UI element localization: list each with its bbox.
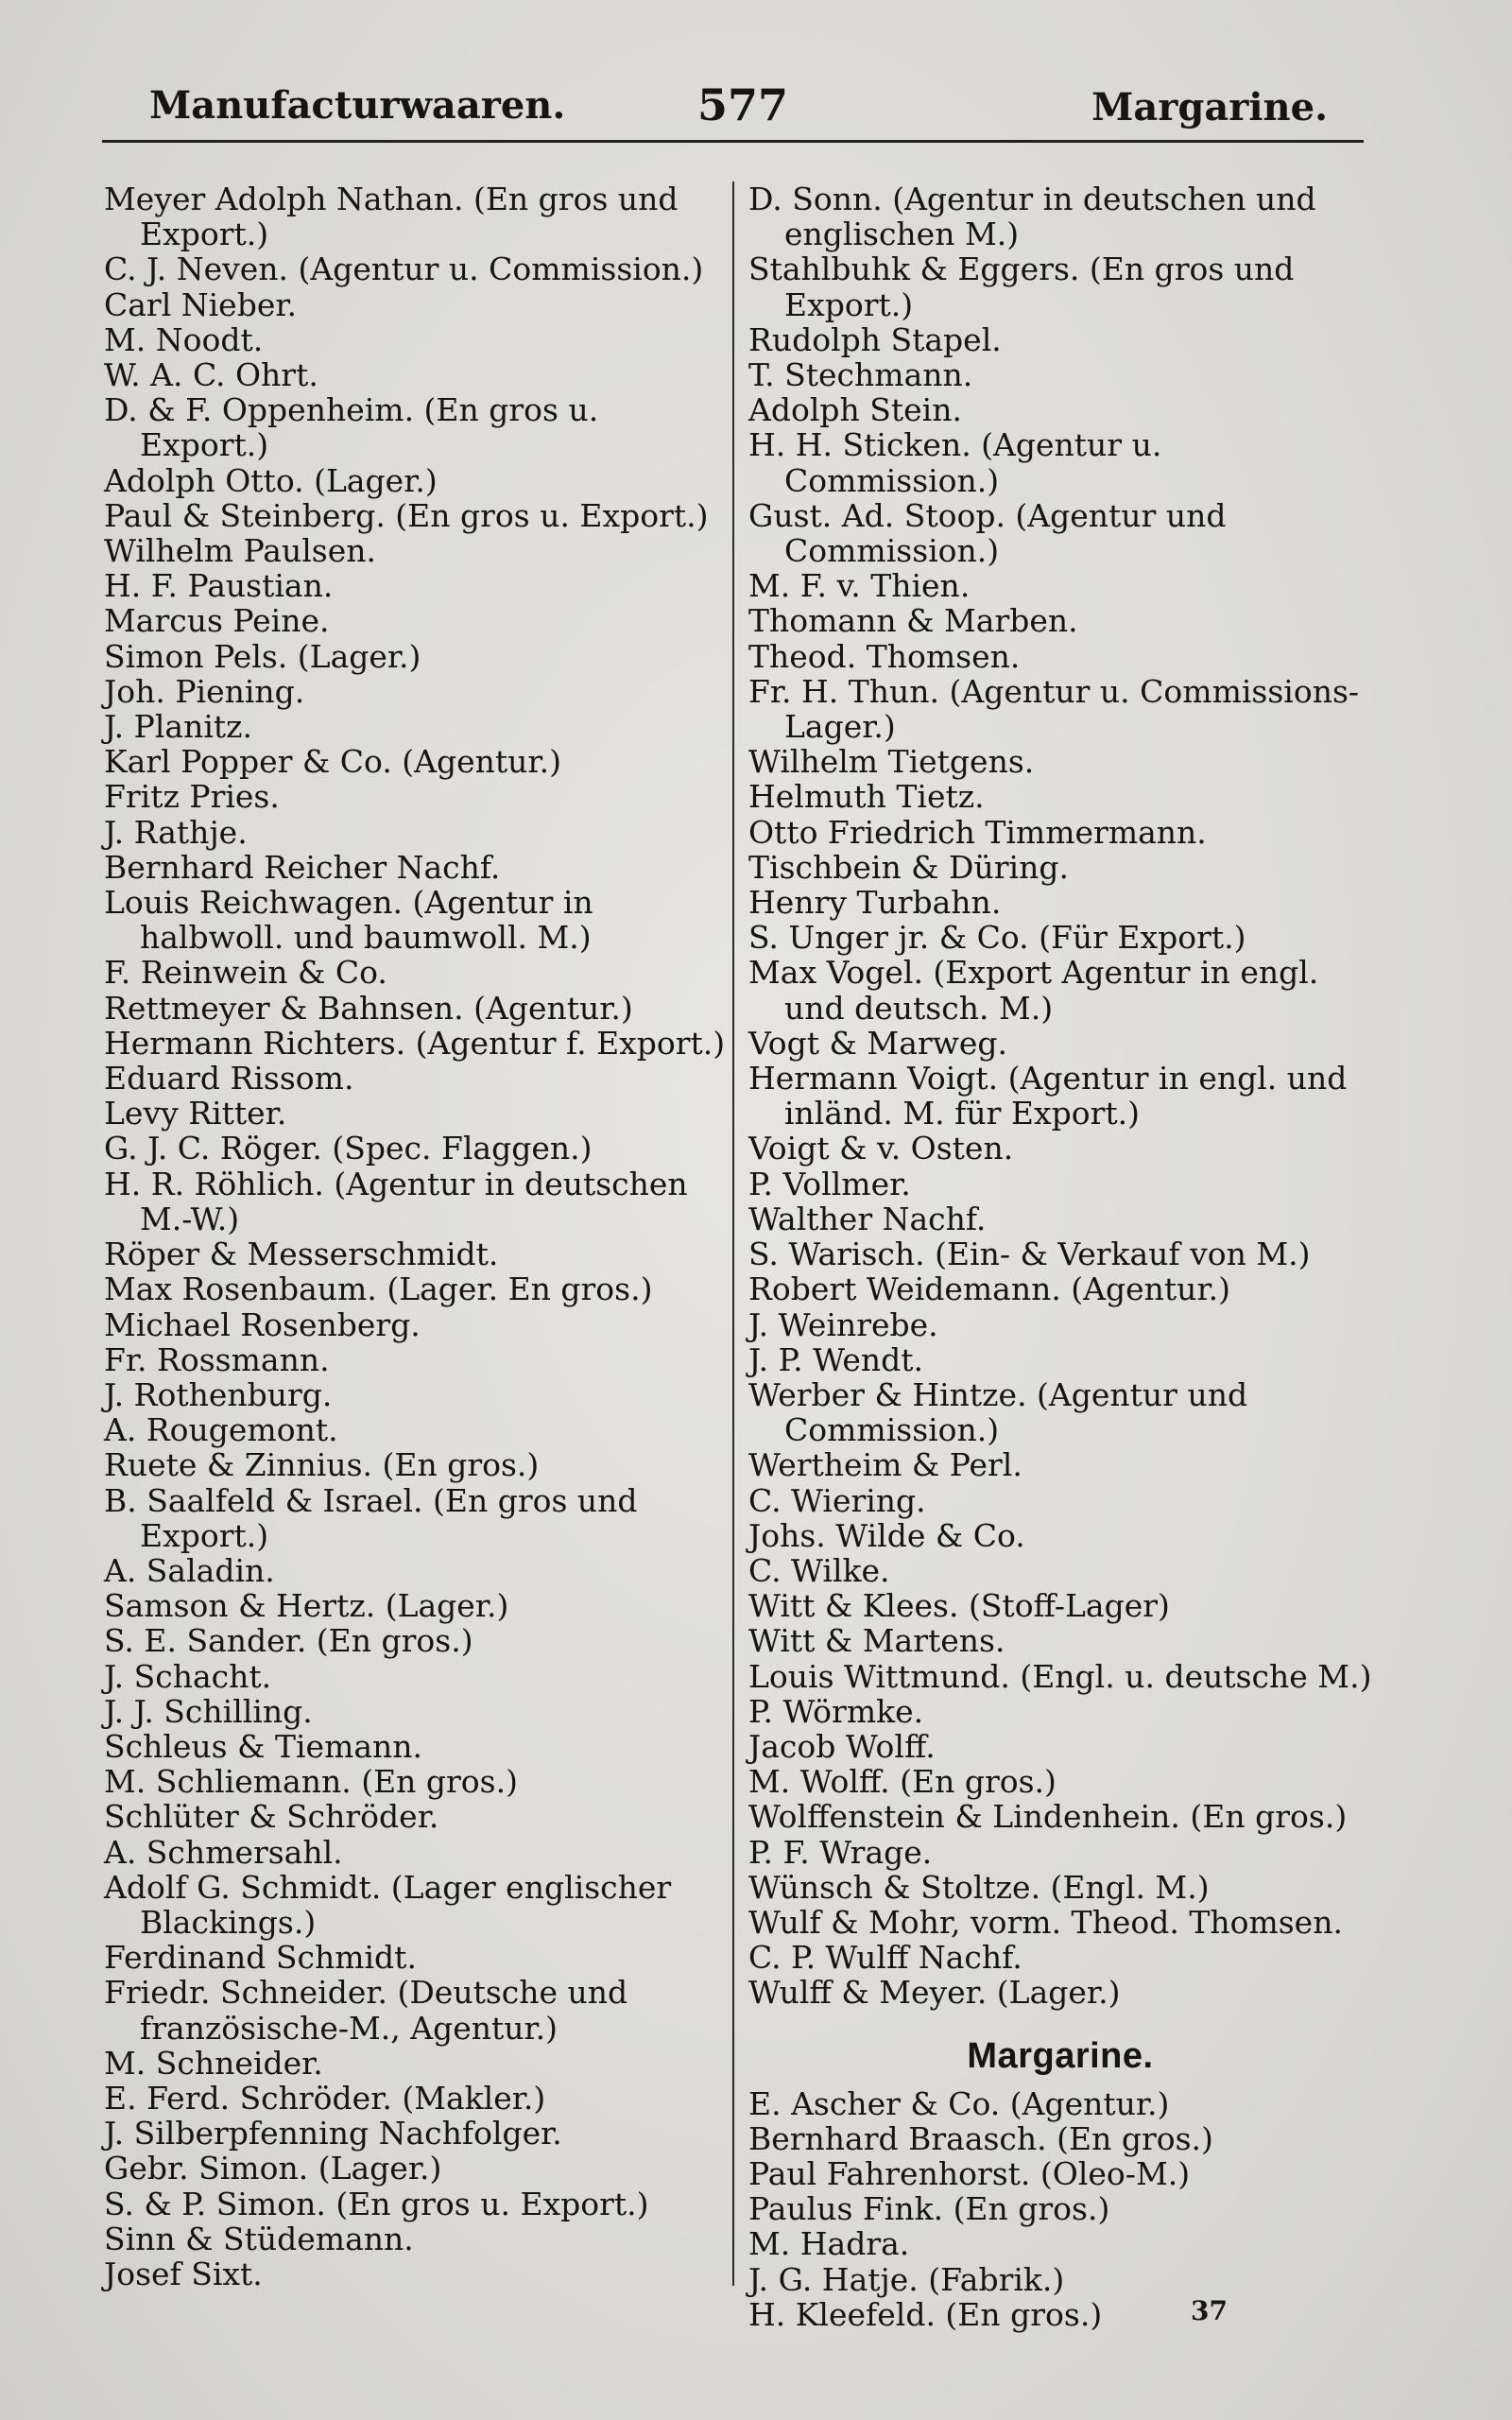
- directory-entry: B. Saalfeld & Israel. (En gros und Export.): [104, 1481, 638, 1554]
- directory-entry: Johs. Wilde & Co.: [748, 1516, 1025, 1554]
- directory-entry: C. Wiering.: [748, 1481, 926, 1519]
- directory-entry: Röper & Messerschmidt.: [104, 1236, 499, 1273]
- directory-entry: Ruete & Zinnius. (En gros.): [104, 1446, 540, 1484]
- directory-entry: Friedr. Schneider. (Deutsche und französische-M., Agentur.): [104, 1974, 628, 2047]
- directory-entry: Adolph Stein.: [748, 391, 962, 429]
- directory-entry: C. Wilke.: [748, 1551, 890, 1589]
- directory-entry: M. Wolff. (En gros.): [748, 1763, 1057, 1801]
- directory-entry: Fr. H. Thun. (Agentur u. Commissions-Lager.): [748, 672, 1360, 746]
- directory-entry: Eduard Rissom.: [104, 1060, 354, 1098]
- directory-entry: Gust. Ad. Stoop. (Agentur und Commission.): [748, 496, 1227, 570]
- directory-entry: Samson & Hertz. (Lager.): [104, 1587, 509, 1625]
- directory-entry: E. Ferd. Schröder. (Makler.): [104, 2079, 546, 2117]
- directory-entry: Wulff & Meyer. (Lager.): [748, 1974, 1121, 2012]
- directory-entry: Stahlbuhk & Eggers. (En gros und Export.): [748, 251, 1295, 323]
- directory-entry: J. Schacht.: [104, 1657, 272, 1695]
- directory-entry: J. P. Wendt.: [748, 1340, 924, 1378]
- directory-entry: Louis Wittmund. (Engl. u. deutsche M.): [748, 1657, 1372, 1695]
- margarine-entries: [748, 2086, 1372, 2332]
- directory-entry: Karl Popper & Co. (Agentur.): [104, 743, 561, 781]
- header-section: Margarine.: [1091, 85, 1328, 130]
- directory-entry: M. Noodt.: [104, 320, 264, 358]
- directory-entry: Wertheim & Perl.: [748, 1446, 1022, 1484]
- directory-entry: C. J. Neven. (Agentur u. Commission.): [104, 251, 704, 288]
- directory-entry: H. H. Sticken. (Agentur u. Commission.): [748, 426, 1162, 499]
- directory-entry: W. A. C. Ohrt.: [104, 356, 318, 394]
- right-column: [748, 182, 1372, 2332]
- directory-entry: Tischbein & Düring.: [748, 848, 1069, 886]
- directory-entry: Thomann & Marben.: [748, 602, 1078, 640]
- directory-entry: Marcus Peine.: [104, 602, 330, 640]
- directory-entry: J. J. Schilling.: [104, 1692, 313, 1730]
- directory-entry: Ferdinand Schmidt.: [104, 1939, 417, 1977]
- page-number: 577: [697, 79, 789, 130]
- directory-entry: Paul & Steinberg. (En gros u. Export.): [104, 496, 709, 534]
- directory-entry: Hermann Richters. (Agentur f. Export.): [104, 1024, 726, 1062]
- directory-entry: Otto Friedrich Timmermann.: [748, 813, 1207, 851]
- directory-entry: C. P. Wulff Nachf.: [748, 1939, 1022, 1977]
- directory-entry: G. J. C. Röger. (Spec. Flaggen.): [104, 1130, 593, 1167]
- directory-entry: A. Saladin.: [104, 1551, 275, 1589]
- directory-entry: Rudolph Stapel.: [748, 320, 1002, 358]
- directory-entry: P. Wörmke.: [748, 1692, 924, 1730]
- directory-entry: Joh. Piening.: [104, 672, 305, 710]
- directory-entry: J. Planitz.: [104, 708, 253, 746]
- directory-entry: Witt & Klees. (Stoff-Lager): [748, 1587, 1170, 1625]
- directory-entry: S. Unger jr. & Co. (Für Export.): [748, 919, 1246, 957]
- directory-entry: H. F. Paustian.: [104, 567, 334, 605]
- directory-entry: Fr. Rossmann.: [104, 1340, 330, 1378]
- right-column-entries: [748, 182, 1372, 2011]
- directory-entry: J. Rothenburg.: [104, 1375, 333, 1413]
- directory-entry: Helmuth Tietz.: [748, 778, 985, 816]
- margarine-entry: Bernhard Braasch. (En gros.): [748, 2119, 1213, 2157]
- directory-entry: S. & P. Simon. (En gros u. Export.): [104, 2185, 649, 2222]
- directory-entry: Gebr. Simon. (Lager.): [104, 2150, 442, 2187]
- column-divider: [732, 182, 734, 2286]
- directory-entry: D. & F. Oppenheim. (En gros u. Export.): [104, 391, 599, 464]
- directory-entry: Adolf G. Schmidt. (Lager englischer Blackings.): [104, 1868, 672, 1941]
- directory-entry: F. Reinwein & Co.: [104, 954, 387, 992]
- directory-entry: Henry Turbahn.: [748, 884, 1002, 922]
- directory-entry: Voigt & v. Osten.: [748, 1130, 1014, 1167]
- header-category: Manufacturwaaren.: [149, 83, 566, 128]
- directory-entry: Max Vogel. (Export Agentur in engl. und deutsch. M.): [748, 954, 1319, 1027]
- margarine-entry: H. Kleefeld. (En gros.): [748, 2295, 1103, 2333]
- directory-entry: Wilhelm Tietgens.: [748, 743, 1035, 781]
- directory-entry: Bernhard Reicher Nachf.: [104, 848, 501, 886]
- directory-entry: Vogt & Marweg.: [748, 1024, 1008, 1062]
- directory-entry: Schleus & Tiemann.: [104, 1727, 423, 1765]
- margarine-entry: M. Hadra.: [748, 2225, 910, 2263]
- directory-entry: J. Weinrebe.: [748, 1305, 938, 1343]
- directory-entry: Louis Reichwagen. (Agentur in halbwoll. und baumwoll. M.): [104, 884, 593, 957]
- directory-entry: Michael Rosenberg.: [104, 1305, 421, 1343]
- directory-entry: Sinn & Stüdemann.: [104, 2220, 414, 2257]
- page-header: [102, 79, 1364, 143]
- margarine-entry: Paul Fahrenhorst. (Oleo-M.): [748, 2154, 1191, 2192]
- directory-entry: Rettmeyer & Bahnsen. (Agentur.): [104, 989, 633, 1027]
- directory-entry: Simon Pels. (Lager.): [104, 637, 421, 675]
- margarine-section-title: Margarine.: [967, 2035, 1154, 2076]
- directory-entry: Wulf & Mohr, vorm. Theod. Thomsen.: [748, 1903, 1343, 1941]
- directory-entry: Wünsch & Stoltze. (Engl. M.): [748, 1868, 1210, 1906]
- directory-entry: J. Silberpfenning Nachfolger.: [104, 2115, 562, 2152]
- directory-entry: Levy Ritter.: [104, 1095, 287, 1132]
- directory-entry: Meyer Adolph Nathan. (En gros und Export.): [104, 181, 679, 253]
- margarine-entry: E. Ascher & Co. (Agentur.): [748, 2084, 1170, 2122]
- directory-entry: Hermann Voigt. (Agentur in engl. und inländ. M. für Export.): [748, 1060, 1348, 1132]
- left-column: [104, 182, 728, 2291]
- directory-entry: J. Rathje.: [104, 813, 248, 851]
- directory-entry: H. R. Röhlich. (Agentur in deutschen M.-W.): [104, 1165, 688, 1237]
- margarine-entry: Paulus Fink. (En gros.): [748, 2190, 1110, 2228]
- directory-entry: P. F. Wrage.: [748, 1833, 933, 1871]
- margarine-entry: J. G. Hatje. (Fabrik.): [748, 2260, 1065, 2298]
- directory-entry: M. F. v. Thien.: [748, 567, 971, 605]
- directory-entry: Max Rosenbaum. (Lager. En gros.): [104, 1270, 653, 1308]
- signature-mark: 37: [1191, 2295, 1228, 2326]
- directory-entry: A. Schmersahl.: [104, 1833, 343, 1871]
- directory-entry: S. E. Sander. (En gros.): [104, 1622, 473, 1660]
- directory-entry: Werber & Hintze. (Agentur und Commission.): [748, 1375, 1248, 1449]
- directory-entry: Wolffenstein & Lindenhein. (En gros.): [748, 1798, 1348, 1836]
- directory-entry: Jacob Wolff.: [748, 1727, 936, 1765]
- directory-entry: S. Warisch. (Ein- & Verkauf von M.): [748, 1236, 1311, 1273]
- directory-entry: P. Vollmer.: [748, 1165, 911, 1202]
- directory-entry: Josef Sixt.: [104, 2255, 263, 2292]
- directory-entry: Schlüter & Schröder.: [104, 1798, 439, 1836]
- directory-entry: Wilhelm Paulsen.: [104, 532, 376, 570]
- directory-entry: Adolph Otto. (Lager.): [104, 461, 438, 499]
- directory-entry: M. Schneider.: [104, 2044, 323, 2082]
- directory-entry: Carl Nieber.: [104, 285, 297, 323]
- directory-entry: A. Rougemont.: [104, 1411, 338, 1449]
- directory-entry: M. Schliemann. (En gros.): [104, 1763, 518, 1801]
- directory-entry: Robert Weidemann. (Agentur.): [748, 1270, 1230, 1308]
- directory-entry: D. Sonn. (Agentur in deutschen und englischen M.): [748, 181, 1316, 253]
- directory-entry: Witt & Martens.: [748, 1622, 1005, 1660]
- directory-entry: Walther Nachf.: [748, 1200, 987, 1237]
- directory-entry: Theod. Thomsen.: [748, 637, 1021, 675]
- directory-entry: Fritz Pries.: [104, 778, 280, 816]
- directory-entry: T. Stechmann.: [748, 356, 973, 394]
